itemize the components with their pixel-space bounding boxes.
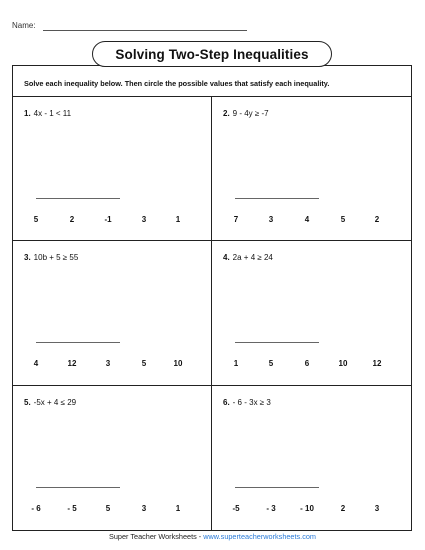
choice[interactable]: 3 — [105, 359, 111, 369]
problem-number: 1. — [24, 109, 31, 118]
problem-number: 2. — [223, 109, 230, 118]
problem-cell-4 — [212, 241, 411, 385]
answer-line-5[interactable] — [36, 487, 120, 488]
problem-cell-2 — [212, 97, 411, 241]
choice[interactable]: - 3 — [266, 503, 276, 513]
problem-text: 9 - 4y ≥ -7 — [232, 109, 269, 118]
choice[interactable]: 2 — [69, 215, 75, 224]
answer-line-1[interactable] — [36, 198, 120, 199]
problem-number: 3. — [24, 253, 31, 263]
problem-number: 5. — [24, 397, 31, 407]
instructions: Solve each inequality below. Then circle the possible values that satisfy each inequality. — [13, 66, 411, 97]
problem-text: - 6 - 3x ≥ 3 — [232, 397, 271, 407]
problem-cell-3 — [13, 241, 212, 385]
problem-4 — [223, 253, 273, 262]
problem-3 — [24, 253, 78, 262]
choice[interactable]: 4 — [33, 359, 39, 369]
problem-cell-1 — [13, 97, 212, 241]
choices-6 — [223, 504, 399, 516]
worksheet-title: Solving Two-Step Inequalities — [92, 41, 332, 67]
choice[interactable]: - 10 — [300, 503, 314, 513]
footer — [0, 532, 425, 541]
choices-1 — [24, 215, 200, 227]
answer-line-6[interactable] — [235, 487, 319, 488]
choice[interactable]: 6 — [304, 359, 310, 369]
choice[interactable]: 3 — [141, 503, 147, 513]
problem-6 — [223, 398, 271, 407]
choices-2 — [223, 215, 399, 227]
problem-number: 4. — [223, 253, 230, 263]
choice[interactable]: 5 — [33, 215, 39, 224]
choice[interactable]: 3 — [141, 215, 147, 224]
choice[interactable]: 4 — [304, 215, 310, 224]
choice[interactable]: 5 — [141, 359, 147, 369]
problem-cell-5 — [13, 386, 212, 530]
choice[interactable]: -5 — [232, 503, 240, 513]
choice[interactable]: 2 — [374, 215, 380, 224]
name-label: Name: — [12, 21, 36, 30]
answer-line-4[interactable] — [235, 342, 319, 343]
choice[interactable]: -1 — [104, 215, 112, 224]
problem-text: 2a + 4 ≥ 24 — [232, 253, 273, 263]
answer-line-2[interactable] — [235, 198, 319, 199]
problem-1 — [24, 109, 71, 118]
footer-brand: Super Teacher Worksheets - — [109, 532, 204, 541]
problem-grid — [13, 97, 411, 530]
choice[interactable]: 1 — [175, 215, 181, 224]
choice[interactable]: 1 — [233, 359, 239, 369]
choices-4 — [223, 359, 399, 371]
answer-line-3[interactable] — [36, 342, 120, 343]
choice[interactable]: 3 — [268, 215, 274, 224]
problem-text: 10b + 5 ≥ 55 — [33, 253, 79, 263]
choice[interactable]: - 6 — [31, 503, 41, 513]
choice[interactable]: 2 — [340, 503, 346, 513]
choice[interactable]: - 5 — [67, 503, 77, 513]
choice[interactable]: 7 — [233, 215, 239, 224]
choice[interactable]: 10 — [338, 359, 348, 369]
worksheet-box — [12, 65, 412, 531]
choice[interactable]: 5 — [340, 215, 346, 224]
problem-text: 4x - 1 < 11 — [33, 109, 72, 118]
choices-3 — [24, 359, 200, 371]
choice[interactable]: 3 — [374, 503, 380, 513]
problem-text: -5x + 4 ≤ 29 — [33, 397, 77, 407]
problem-5 — [24, 398, 76, 407]
choice[interactable]: 12 — [372, 359, 382, 369]
choice[interactable]: 10 — [173, 359, 183, 369]
name-line[interactable] — [43, 30, 247, 31]
choice[interactable]: 12 — [67, 359, 77, 369]
problem-number: 6. — [223, 397, 230, 407]
footer-link[interactable]: www.superteacherworksheets.com — [203, 532, 316, 541]
choice[interactable]: 1 — [175, 503, 181, 513]
problem-2 — [223, 109, 269, 118]
choices-5 — [24, 504, 200, 516]
problem-cell-6 — [212, 386, 411, 530]
choice[interactable]: 5 — [105, 503, 111, 513]
choice[interactable]: 5 — [268, 359, 274, 369]
